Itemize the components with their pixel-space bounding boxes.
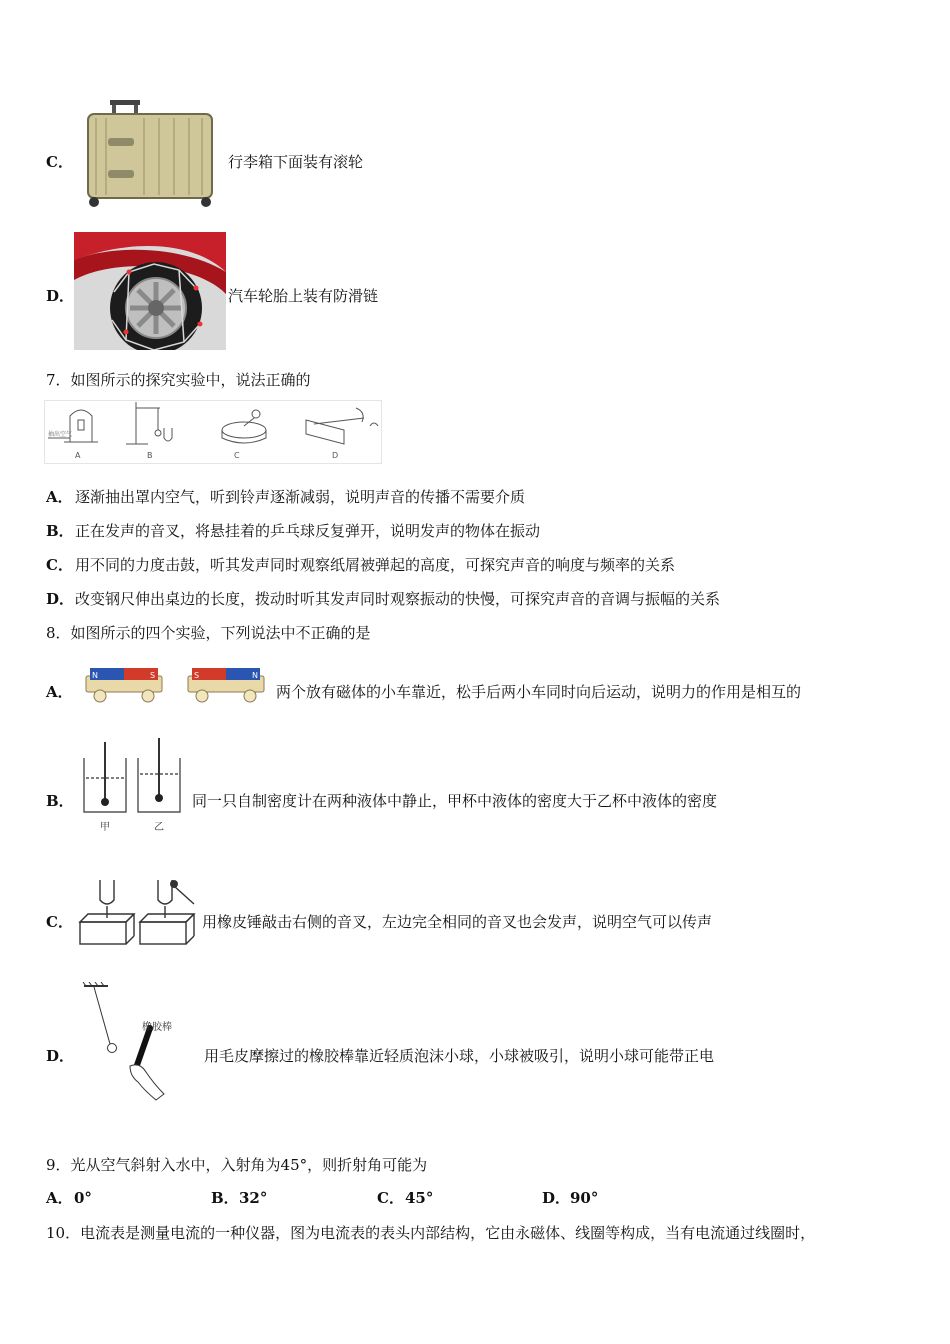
magnet-label-1: N <box>92 671 98 680</box>
q7-fig-label-a: A <box>75 451 81 460</box>
q9-option-b-text: 32° <box>239 1189 268 1207</box>
q7-option-d-letter: D． <box>46 590 75 608</box>
q7-fig-label-b: B <box>147 451 153 460</box>
q9-option-b-letter: B． <box>211 1189 239 1207</box>
q9-option-c-text: 45° <box>405 1189 434 1207</box>
q8-option-c-letter: C． <box>46 913 73 931</box>
q6-option-d-text: 汽车轮胎上装有防滑链 <box>228 287 379 305</box>
q7-option-b-text: 正在发声的音叉，将悬挂着的乒乓球反复弹开，说明发声的物体在振动 <box>75 522 541 540</box>
q9-option-d-letter: D． <box>542 1189 571 1207</box>
q7-option-a-text: 逐渐抽出罩内空气，听到铃声逐渐减弱，说明声音的传播不需要介质 <box>75 488 526 506</box>
q7-option-d-text: 改变钢尺伸出桌边的长度，拨动时听其发声同时观察振动的快慢，可探究声音的音调与振幅的关系 <box>75 590 721 608</box>
q8-stem: 8．如图所示的四个实验，下列说法中不正确的是 <box>46 624 371 642</box>
density-meter-cups-image <box>80 738 188 838</box>
q9-stem: 9．光从空气斜射入水中，入射角为45°，则折射角可能为 <box>46 1156 428 1174</box>
q7-stem: 7．如图所示的探究实验中，说法正确的 <box>46 371 311 389</box>
q8-option-d-letter: D． <box>46 1047 75 1065</box>
q7-option-b-letter: B． <box>46 522 74 540</box>
magnet-cart-left <box>86 668 162 702</box>
q8-option-c-text: 用橡皮锤敲击右侧的音叉，左边完全相同的音叉也会发声，说明空气可以传声 <box>202 913 713 931</box>
q7-fig-label-c: C <box>234 451 240 460</box>
q7-fig-label-d: D <box>332 451 339 460</box>
magnet-label-4: N <box>252 671 258 680</box>
q9-option-c-letter: C． <box>377 1189 404 1207</box>
q9-option-d-text: 90° <box>570 1189 599 1207</box>
q8-option-a-text: 两个放有磁体的小车靠近，松手后两小车同时向后运动，说明力的作用是相互的 <box>276 683 802 701</box>
magnet-carts-image <box>84 662 270 710</box>
rubber-rod-ball-image <box>80 982 190 1106</box>
tuning-forks-image <box>76 874 200 948</box>
q7-option-c-text: 用不同的力度击鼓，听其发声同时观察纸屑被弹起的高度，可探究声音的响度与频率的关系 <box>75 556 676 574</box>
cup-label-yi: 乙 <box>154 822 164 833</box>
magnet-label-2: S <box>150 671 156 680</box>
q7-figure <box>44 400 382 466</box>
rubber-rod-label: 橡胶棒 <box>142 1022 172 1033</box>
q6-option-c-letter: C． <box>46 153 73 171</box>
magnet-label-3: S <box>194 671 200 680</box>
q7-option-a-letter: A． <box>46 488 73 506</box>
q8-option-b-letter: B． <box>46 792 74 810</box>
q6-option-c-text: 行李箱下面装有滚轮 <box>228 153 364 171</box>
q8-option-b-text: 同一只自制密度计在两种液体中静止，甲杯中液体的密度大于乙杯中液体的密度 <box>192 792 718 810</box>
magnet-cart-right <box>188 668 264 702</box>
q9-option-a-text: 0° <box>74 1189 92 1207</box>
q7-option-c-letter: C． <box>46 556 73 574</box>
q8-option-a-letter: A． <box>46 683 73 701</box>
q8-option-d-text: 用毛皮摩擦过的橡胶棒靠近轻质泡沫小球，小球被吸引，说明小球可能带正电 <box>204 1047 715 1065</box>
q9-option-a-letter: A． <box>46 1189 73 1207</box>
q7-fig-small-label: 抽出空气 <box>48 431 73 438</box>
q10-stem: 10．电流表是测量电流的一种仪器，图为电流表的表头内部结构，它由永磁体、线圈等构成，当有电流通过线圈时， <box>46 1224 816 1242</box>
q6-option-d-letter: D． <box>46 287 75 305</box>
cup-label-jia: 甲 <box>100 822 110 833</box>
suitcase-image <box>84 100 216 208</box>
tire-chain-image <box>74 232 226 350</box>
